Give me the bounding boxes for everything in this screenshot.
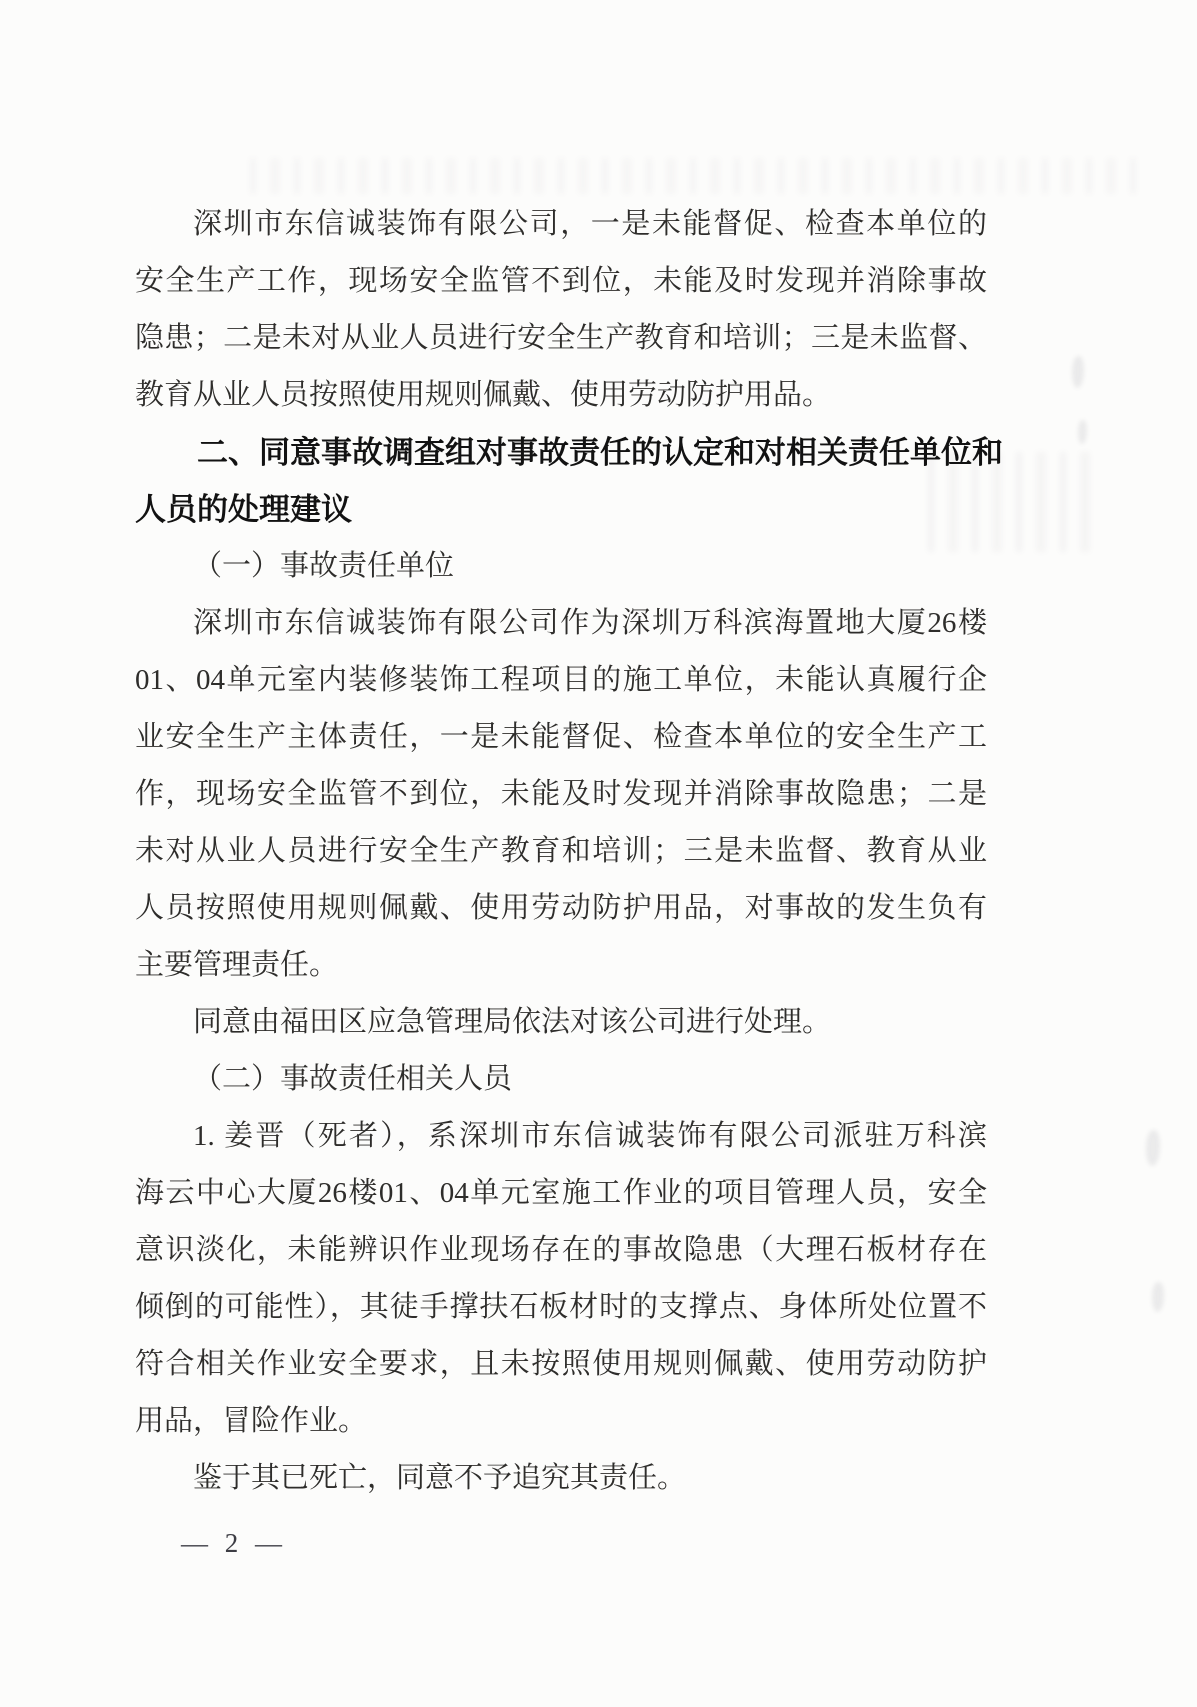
body-text-line: 未对从业人员进行安全生产教育和培训；三是未监督、教育从业 xyxy=(135,835,987,867)
body-text-line: 倾倒的可能性），其徒手撑扶石板材时的支撑点、身体所处位置不 xyxy=(135,1291,987,1323)
scan-bleed-artifact xyxy=(250,158,1140,194)
scan-smudge-artifact xyxy=(1146,1130,1160,1166)
body-text-line: 海云中心大厦26楼01、04单元室施工作业的项目管理人员，安全 xyxy=(135,1177,987,1209)
body-text-line: 同意由福田区应急管理局依法对该公司进行处理。 xyxy=(193,1006,832,1038)
body-text-line: （一）事故责任单位 xyxy=(193,550,455,582)
body-text-line: 意识淡化，未能辨识作业现场存在的事故隐患（大理石板材存在 xyxy=(135,1234,987,1266)
page-number: — 2 — xyxy=(181,1528,287,1558)
scan-smudge-artifact xyxy=(1078,420,1087,444)
body-text-line: 隐患；二是未对从业人员进行安全生产教育和培训；三是未监督、 xyxy=(135,322,987,354)
body-text-line: 人员按照使用规则佩戴、使用劳动防护用品，对事故的发生负有 xyxy=(135,892,987,924)
body-text-line: （二）事故责任相关人员 xyxy=(193,1063,513,1095)
scan-smudge-artifact xyxy=(1152,1282,1164,1312)
body-text-line: 安全生产工作，现场安全监管不到位，未能及时发现并消除事故 xyxy=(135,265,987,297)
document-body xyxy=(135,196,1003,1507)
body-text-line: 用品，冒险作业。 xyxy=(135,1405,368,1437)
scan-smudge-artifact xyxy=(1072,356,1084,388)
body-text-line: 深圳市东信诚装饰有限公司，一是未能督促、检查本单位的 xyxy=(193,208,987,240)
body-text-line: 深圳市东信诚装饰有限公司作为深圳万科滨海置地大厦26楼 xyxy=(193,607,987,639)
heading-line: 二、同意事故调查组对事故责任的认定和对相关责任单位和 xyxy=(197,435,1003,470)
body-text-line: 作，现场安全监管不到位，未能及时发现并消除事故隐患；二是 xyxy=(135,778,987,810)
body-text-line: 主要管理责任。 xyxy=(135,949,339,981)
body-text-line: 符合相关作业安全要求，且未按照使用规则佩戴、使用劳动防护 xyxy=(135,1348,987,1380)
body-text-line: 教育从业人员按照使用规则佩戴、使用劳动防护用品。 xyxy=(135,379,832,411)
heading-line: 人员的处理建议 xyxy=(135,492,352,527)
body-text-line: 鉴于其已死亡，同意不予追究其责任。 xyxy=(193,1462,687,1494)
body-text-line: 01、04单元室内装修装饰工程项目的施工单位，未能认真履行企 xyxy=(135,664,987,696)
body-text-line: 1. 姜晋（死者），系深圳市东信诚装饰有限公司派驻万科滨 xyxy=(193,1120,987,1152)
body-text-line: 业安全生产主体责任，一是未能督促、检查本单位的安全生产工 xyxy=(135,721,987,753)
